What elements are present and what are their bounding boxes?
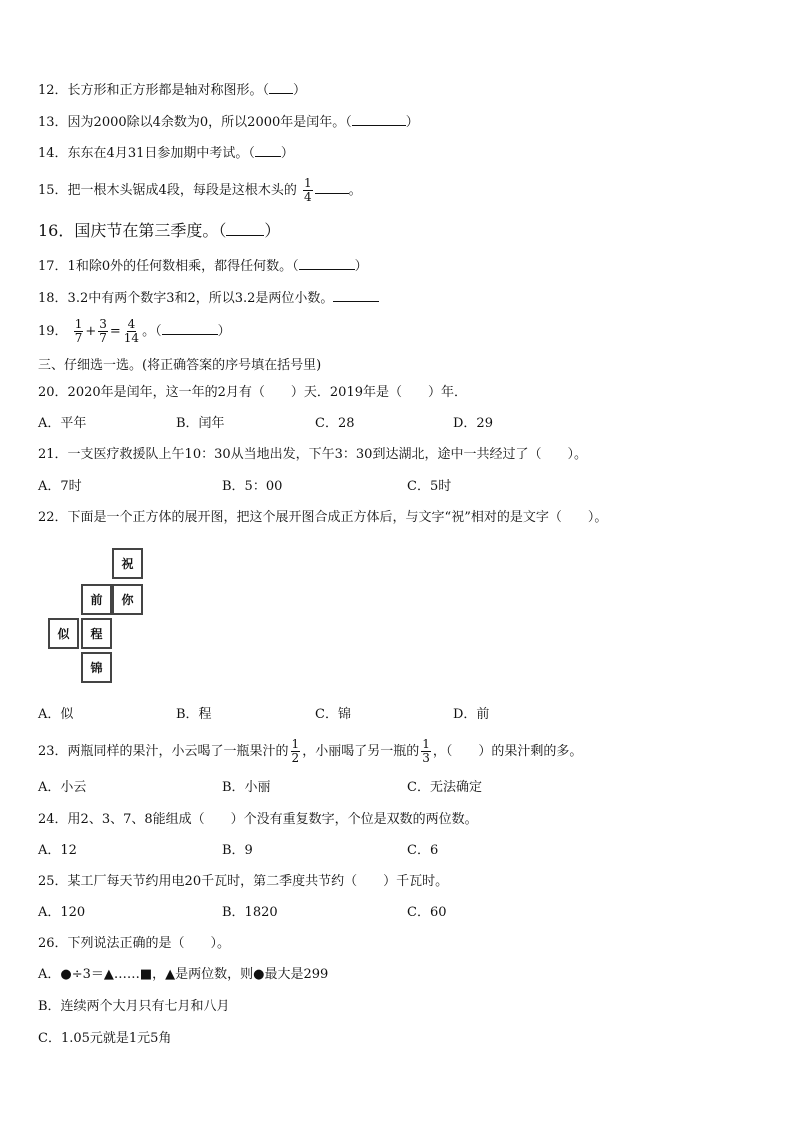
net-face-qian: 前 [81, 584, 112, 615]
answer-blank[interactable] [315, 193, 349, 194]
option-b[interactable]: B．5：00 [222, 479, 283, 494]
numerator: 1 [303, 176, 312, 190]
option-a[interactable]: A．120 [38, 905, 86, 920]
option-d[interactable]: D．29 [453, 416, 493, 431]
question-text: ，（ ）的果汁剩的多。 [432, 744, 583, 759]
paren-close: ） [405, 115, 419, 130]
option-c[interactable]: C．5时 [407, 479, 452, 494]
period: 。 [348, 183, 362, 198]
equals-sign: = [109, 324, 121, 339]
question-22: 22．下面是一个正方体的展开图，把这个展开图合成正方体后，与文字“祝”相对的是文字（ ）。 [38, 510, 608, 525]
question-14 [38, 145, 294, 163]
paren-close: ） [217, 324, 231, 339]
denominator: 2 [291, 751, 300, 765]
question-text: 15．把一根木头锯成4段，每段是这根木头的 [38, 183, 297, 198]
answer-blank[interactable] [333, 301, 379, 302]
option-a[interactable]: A．似 [38, 707, 74, 722]
question-13 [38, 114, 419, 132]
paren-close: ） [264, 221, 281, 240]
net-face-zhu: 祝 [112, 548, 143, 579]
numerator: 4 [127, 317, 136, 331]
question-23 [38, 738, 582, 765]
net-face-cheng: 程 [81, 618, 112, 649]
option-b[interactable]: B．程 [176, 707, 212, 722]
option-c[interactable]: C．6 [407, 843, 439, 858]
question-24: 24．用2、3、7、8能组成（ ）个没有重复数字，个位是双数的两位数。 [38, 812, 478, 827]
denominator: 4 [303, 190, 312, 204]
option-b[interactable]: B．闰年 [176, 416, 225, 431]
question-20: 20．2020年是闰年，这一年的2月有（ ）天．2019年是（ ）年． [38, 385, 467, 400]
numerator: 3 [99, 317, 107, 331]
option-a[interactable]: A．12 [38, 843, 77, 858]
option-c[interactable]: C．锦 [315, 707, 351, 722]
answer-blank[interactable] [299, 269, 355, 270]
numerator: 1 [74, 317, 83, 331]
option-a[interactable]: A．平年 [38, 416, 87, 431]
question-text: 14．东东在4月31日参加期中考试。（ [38, 146, 255, 161]
fraction [123, 318, 140, 345]
answer-blank[interactable] [269, 93, 293, 94]
denominator: 7 [74, 331, 83, 345]
option-c[interactable]: C．28 [315, 416, 355, 431]
question-26: 26．下列说法正确的是（ ）。 [38, 936, 231, 951]
net-face-jin: 锦 [81, 652, 112, 683]
question-15 [38, 177, 362, 204]
answer-blank[interactable] [226, 235, 264, 236]
question-text: 13．因为2000除以4余数为0，所以2000年是闰年。（ [38, 115, 352, 130]
option-b[interactable]: B．连续两个大月只有七月和八月 [38, 999, 230, 1014]
fraction [74, 318, 84, 345]
paren-close: ） [280, 146, 294, 161]
cube-net-figure [46, 548, 146, 686]
question-text: 18．3.2中有两个数字3和2，所以3.2是两位小数。 [38, 291, 334, 306]
option-b[interactable]: B．小丽 [222, 780, 271, 795]
option-d[interactable]: D．前 [453, 707, 490, 722]
question-19 [38, 318, 231, 345]
option-a[interactable]: A．●÷3＝▲……■，▲是两位数，则●最大是299 [38, 967, 329, 982]
numerator: 1 [422, 737, 430, 751]
answer-blank[interactable] [352, 125, 406, 126]
net-face-ni: 你 [112, 584, 143, 615]
question-25: 25．某工厂每天节约用电20千瓦时，第二季度共节约（ ）千瓦时。 [38, 874, 449, 889]
question-text: 16．国庆节在第三季度。（ [38, 221, 227, 240]
plus-sign: + [85, 324, 97, 339]
question-18 [38, 290, 379, 308]
fraction [303, 177, 313, 204]
denominator: 7 [99, 331, 107, 345]
answer-blank[interactable] [162, 334, 218, 335]
paren-open: 。（ [142, 324, 162, 339]
option-b[interactable]: B．1820 [222, 905, 278, 920]
numerator: 1 [291, 737, 300, 751]
net-face-si: 似 [48, 618, 79, 649]
answer-blank[interactable] [255, 156, 281, 157]
question-16 [38, 222, 280, 240]
paren-close: ） [293, 83, 307, 98]
option-c[interactable]: C．无法确定 [407, 780, 482, 795]
fraction [291, 738, 301, 765]
option-b[interactable]: B．9 [222, 843, 253, 858]
question-number: 19． [38, 324, 68, 339]
option-c[interactable]: C．60 [407, 905, 447, 920]
fraction [421, 738, 431, 765]
question-21: 21．一支医疗救援队上午10：30从当地出发，下午3：30到达湖北，途中一共经过了（ ）。 [38, 447, 587, 462]
denominator: 3 [422, 751, 430, 765]
option-a[interactable]: A．7时 [38, 479, 82, 494]
question-17 [38, 258, 368, 276]
fraction [98, 318, 108, 345]
question-text: 23．两瓶同样的果汁，小云喝了一瓶果汁的 [38, 744, 289, 759]
paren-close: ） [354, 259, 368, 274]
section-heading: 三、仔细选一选。(将正确答案的序号填在括号里) [38, 358, 322, 373]
question-text: ，小丽喝了另一瓶的 [302, 744, 420, 759]
question-text: 17．1和除0外的任何数相乘，都得任何数。（ [38, 259, 299, 274]
option-a[interactable]: A．小云 [38, 780, 87, 795]
option-c[interactable]: C．1.05元就是1元5角 [38, 1031, 172, 1046]
question-12 [38, 82, 306, 100]
denominator: 14 [123, 331, 140, 345]
question-text: 12．长方形和正方形都是轴对称图形。（ [38, 83, 270, 98]
